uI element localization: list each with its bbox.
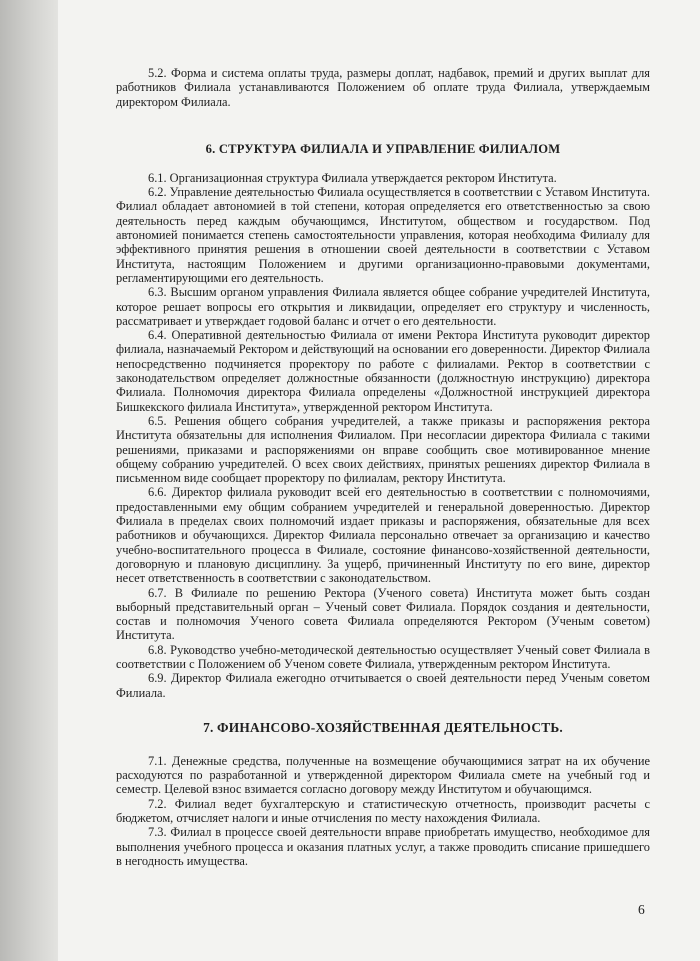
page-number: 6 xyxy=(638,902,645,917)
section-7-heading: 7. ФИНАНСОВО-ХОЗЯЙСТВЕННАЯ ДЕЯТЕЛЬНОСТЬ. xyxy=(203,719,563,735)
paragraph-7-2: 7.2. Филиал ведет бухгалтерскую и статистическую отчетность, производит расчеты с бюджетом, отчисляет налоги и иные отчисления по месту нахождения Филиала. xyxy=(116,796,650,826)
paragraph-6-3: 6.3. Высшим органом управления Филиала является общее собрание учредителей Института, которое решает вопросы его открытия и ликвидации, определяет его структуру и численность, рассматривает и утверждает годовой баланс и отчет о его деятельности. xyxy=(116,285,650,328)
paragraph-6-1: 6.1. Организационная структура Филиала утверждается ректором Института. xyxy=(148,170,557,185)
paragraph-7-1: 7.1. Денежные средства, полученные на возмещение обучающимися затрат на их обучение расходуются по разработанной и утвержденной директором Филиала смете на учебный год и семестр. Целевой взнос взимается согласно договору между Институтом и обучающимся. xyxy=(116,753,650,797)
scan-left-edge xyxy=(0,0,58,961)
paragraph-5-2: 5.2. Форма и система оплаты труда, размеры доплат, надбавок, премий и других выплат для работников Филиала устанавливаются Положением об оплате труда Филиала, утверждаемым директором Филиала. xyxy=(116,66,650,109)
document-body xyxy=(116,66,650,868)
section-6-heading: 6. СТРУКТУРА ФИЛИАЛА И УПРАВЛЕНИЕ ФИЛИАЛОМ xyxy=(205,141,561,156)
paragraph-6-6: 6.6. Директор филиала руководит всей его деятельностью в соответствии с полномочиями, предоставленными ему общим собранием учредителей и генеральной доверенностью. Директор Филиала в пределах своих полномочий издает приказы и распоряжения, обязательные для всех работников и обучающихся. Директор Филиала персонально отвечает за организацию и качество учебно-воспитательного процесса в Филиале, состояние финансово-хозяйственной деятельности, договорную и плановую дисциплину. За ущерб, причиненный Институту по его вине, директор несет ответственность в соответствии с законодательством. xyxy=(116,485,650,586)
paragraph-6-2: 6.2. Управление деятельностью Филиала осуществляется в соответствии с Уставом Института. Филиал обладает автономией в той степени, которая определяется его ответственностью за свою деятельность перед каждым обучающимся, Институтом, обществом и государством. Под автономией понимается степень самостоятельности управления, которая необходима Филиалу для эффективного принятия решения в отношении своей деятельности в соответствии с Уставом Института, настоящим Положением и другими организационно-правовыми документами, регламентирующими его деятельность. xyxy=(116,185,650,285)
paragraph-7-3: 7.3. Филиал в процессе своей деятельности вправе приобретать имущество, необходимое для выполнения учебного процесса и оказания платных услуг, а также проводить списание пришедшего в негодность имущества. xyxy=(116,825,650,868)
paragraph-6-7: 6.7. В Филиале по решению Ректора (Ученого совета) Института может быть создан выборный представительный орган – Ученый совет Филиала. Порядок создания и деятельности, состав и полномочия Ученого совета Филиала определяются Ректором (Ученым советом) Института. xyxy=(116,585,650,643)
paragraph-6-8: 6.8. Руководство учебно-методической деятельностью осуществляет Ученый совет Филиала в соответствии с Положением об Ученом совете Филиала, утвержденным ректором Института. xyxy=(116,642,650,671)
paragraph-6-5: 6.5. Решения общего собрания учредителей, а также приказы и распоряжения ректора Института обязательны для исполнения Филиалом. При несогласии директора Филиала с такими решениями, приказами и распоряжениями он вправе сообщить свое мотивированное мнение общему собранию учредителей. О всех своих действиях, принятых решениях директор Филиала в письменном виде сообщает проректору по филиалам, ректору Института. xyxy=(116,413,650,486)
paragraph-6-9: 6.9. Директор Филиала ежегодно отчитывается о своей деятельности перед Ученым советом Филиала. xyxy=(116,671,650,700)
paragraph-6-4: 6.4. Оперативной деятельностью Филиала от имени Ректора Института руководит директор филиала, назначаемый Ректором и действующий на основании его доверенности. Директор Филиала непосредственно подчиняется проректору по работе с филиалами. Ректор в соответствии с законодательством определяет должностные обязанности (должностную инструкцию) директора Филиала. Полномочия директора Филиала определены «Должностной инструкцией директора Бишкекского филиала Института», утвержденной ректором Института. xyxy=(116,328,650,414)
